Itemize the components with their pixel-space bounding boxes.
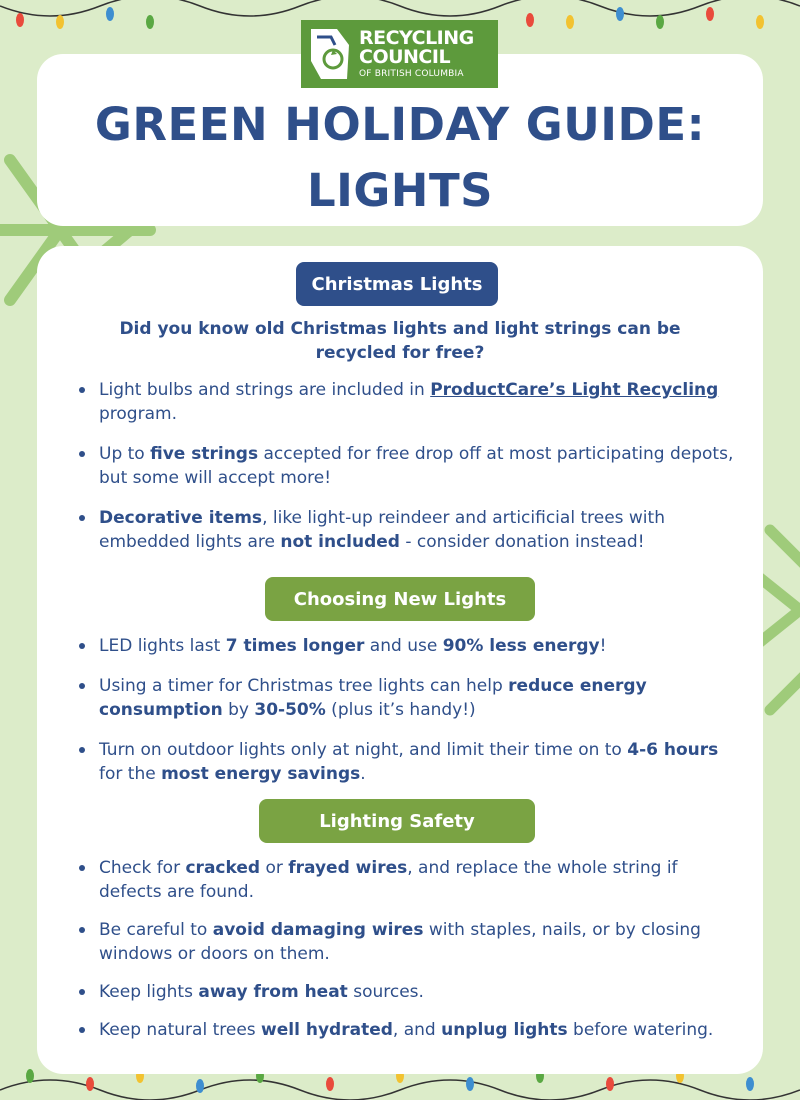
list-item: Up to five strings accepted for free drop off at most participating depots, but some will accept more!	[99, 442, 739, 490]
section-heading-choosing-new-lights: Choosing New Lights	[265, 577, 535, 621]
list-item: Using a timer for Christmas tree lights can help reduce energy consumption by 30-50% (plus it’s handy!)	[99, 674, 739, 722]
list-item: Check for cracked or frayed wires, and replace the whole string if defects are found.	[99, 856, 739, 904]
logo-line-3: OF BRITISH COLUMBIA	[359, 69, 464, 79]
christmas-lights-list	[99, 378, 739, 554]
christmas-intro-question: Did you know old Christmas lights and light strings can be recycled for free?	[119, 319, 681, 363]
list-item: Be careful to avoid damaging wires with staples, nails, or by closing windows or doors on them.	[99, 918, 739, 966]
page-title-line-1: GREEN HOLIDAY GUIDE:	[94, 98, 706, 151]
section-heading-lighting-safety: Lighting Safety	[259, 799, 535, 843]
choosing-new-lights-list	[99, 634, 739, 786]
logo-line-2: COUNCIL	[359, 46, 451, 68]
list-item: Turn on outdoor lights only at night, and limit their time on to 4-6 hours for the most energy savings.	[99, 738, 739, 786]
recycling-council-logo	[301, 20, 498, 88]
list-item: Light bulbs and strings are included in ProductCare’s Light Recycling program.	[99, 378, 739, 426]
list-item: Keep lights away from heat sources.	[99, 980, 739, 1004]
lighting-safety-list	[99, 856, 739, 1042]
page-title	[37, 92, 763, 224]
list-item: LED lights last 7 times longer and use 90% less energy!	[99, 634, 739, 658]
list-item: Keep natural trees well hydrated, and unplug lights before watering.	[99, 1018, 739, 1042]
list-item: Decorative items, like light-up reindeer and articificial trees with embedded lights are not included - consider donation instead!	[99, 506, 739, 554]
productcare-light-recycling-link[interactable]: ProductCare’s Light Recycling	[430, 380, 719, 400]
logo-line-1: RECYCLING	[359, 27, 474, 49]
bc-recycle-icon	[307, 25, 353, 83]
content-card	[37, 246, 763, 1074]
page-title-line-2: LIGHTS	[306, 164, 494, 217]
section-heading-christmas-lights: Christmas Lights	[296, 262, 498, 306]
